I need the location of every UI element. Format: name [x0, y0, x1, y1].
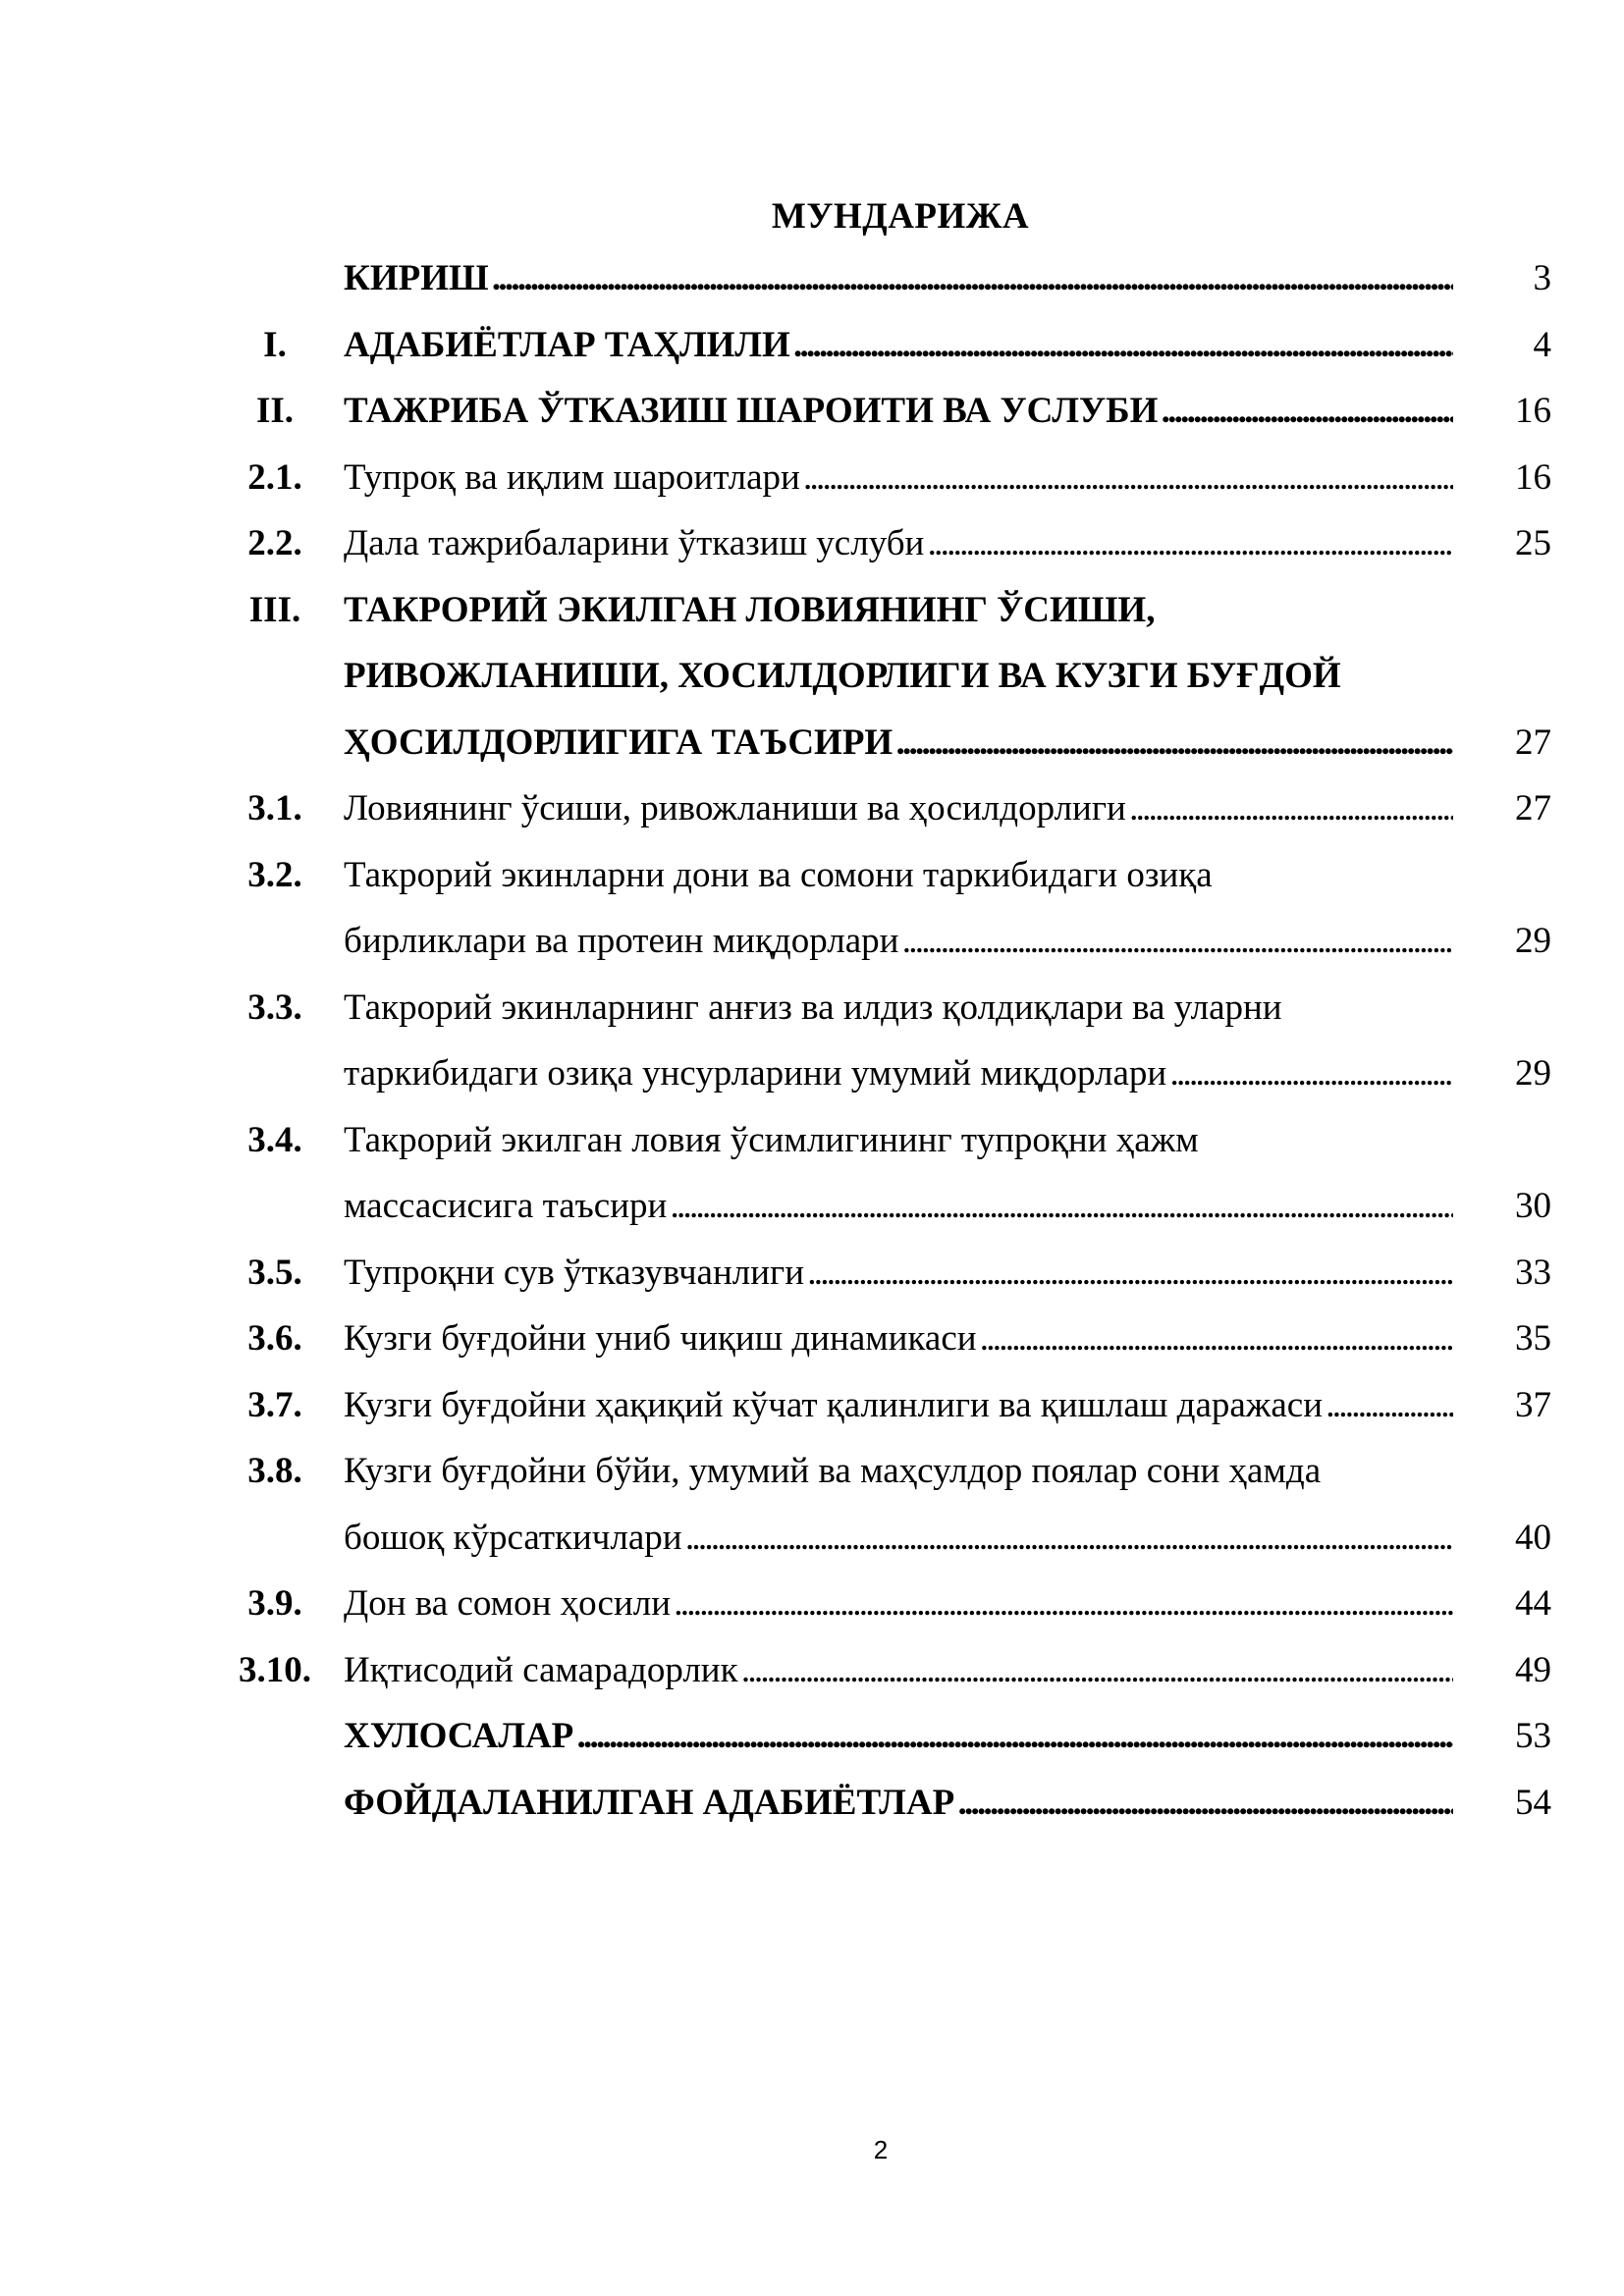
toc-entry-number: 3.10.	[239, 1649, 311, 1690]
toc-entry	[231, 577, 1551, 644]
toc-entry	[231, 775, 1551, 842]
toc-entry-title: массасисига таъсири . . .	[344, 1173, 1453, 1240]
toc-entry-page: 4	[1533, 324, 1551, 365]
toc-entry-title: КИРИШ . . .	[344, 245, 1453, 312]
toc-entry-page: 33	[1515, 1252, 1551, 1293]
toc-entry-title: Такрорий экинларни дони ва сомони таркибидаги озиқа	[344, 854, 1213, 895]
toc-entry-title: Тупроқни сув ўтказувчанлиги . . .	[344, 1240, 1453, 1307]
toc-entry-title: Кузги буғдойни ҳақиқий кўчат қалинлиги ва қишлаш даражаси . . .	[344, 1372, 1453, 1439]
toc-entry	[231, 245, 1551, 312]
toc-entry	[231, 710, 1551, 776]
toc-entry	[231, 510, 1551, 577]
toc-entry-title: Кузги буғдойни униб чиқиш динамикаси . . .	[344, 1306, 1453, 1372]
toc-entry-number: 3.5.	[247, 1252, 302, 1293]
toc-entry-page: 16	[1515, 456, 1551, 498]
toc-entry	[231, 1637, 1551, 1704]
toc-entry-number: II.	[255, 391, 295, 431]
toc-entry-page: 27	[1515, 721, 1551, 763]
toc-entry-page: 30	[1515, 1186, 1551, 1226]
toc-entry-title: бирликлари ва протеин миқдорлари . . .	[344, 908, 1453, 975]
toc-entry-page: 37	[1515, 1384, 1551, 1425]
toc-entry-page: 35	[1515, 1318, 1551, 1359]
toc-entry-page: 44	[1515, 1583, 1551, 1624]
toc-entry-title: ТАКРОРИЙ ЭКИЛГАН ЛОВИЯНИНГ ЎСИШИ,	[344, 589, 1156, 630]
toc-entry	[231, 312, 1551, 379]
toc-entry-number: III.	[248, 589, 301, 630]
toc-entry	[231, 908, 1551, 975]
toc-entry	[231, 1770, 1551, 1837]
toc-entry-page: 3	[1533, 258, 1551, 298]
toc-entry	[231, 378, 1551, 445]
toc-entry-title: Дала тажрибаларини ўтказиш услуби . . .	[344, 510, 1453, 577]
toc-entry-page: 49	[1515, 1649, 1551, 1690]
toc-entry	[231, 1372, 1551, 1439]
toc-entry-page: 29	[1515, 921, 1551, 961]
toc-entry-page: 29	[1515, 1053, 1551, 1094]
toc-entry-page: 40	[1515, 1517, 1551, 1558]
toc-entry	[231, 1438, 1551, 1505]
toc-entry-number: 3.3.	[247, 987, 302, 1028]
toc-entry-title: ҲОСИЛДОРЛИГИГА ТАЪСИРИ . . .	[344, 710, 1453, 776]
toc-entry	[231, 445, 1551, 511]
toc-entry	[231, 1107, 1551, 1174]
toc-entry	[231, 1240, 1551, 1307]
toc-entry-title: ТАЖРИБА ЎТКАЗИШ ШАРОИТИ ВА УСЛУБИ . . .	[344, 378, 1453, 445]
toc-entry	[231, 975, 1551, 1041]
toc-entry-number: I.	[263, 324, 287, 365]
toc-entry-page: 54	[1515, 1782, 1551, 1823]
toc-entry-title: Кузги буғдойни бўйи, умумий ва маҳсулдор поялар сони ҳамда	[344, 1451, 1322, 1491]
toc-entry-title: АДАБИЁТЛАР ТАҲЛИЛИ . . .	[344, 312, 1453, 379]
toc-entry-number: 3.8.	[247, 1451, 302, 1491]
toc-entry-page: 25	[1515, 523, 1551, 563]
toc-entry	[231, 1306, 1551, 1372]
toc-entry	[231, 1505, 1551, 1572]
toc-entry-title: Такрорий экилган ловия ўсимлигининг тупроқни ҳажм	[344, 1119, 1199, 1160]
toc-entry-title: Тупроқ ва иқлим шароитлари . . .	[344, 445, 1453, 511]
toc-entry-title: ХУЛОСАЛАР . . .	[344, 1703, 1453, 1770]
table-of-contents	[231, 245, 1551, 1836]
page-title: МУНДАРИЖА	[771, 196, 1030, 237]
toc-entry-title: бошоқ кўрсаткичлари . . .	[344, 1505, 1453, 1572]
toc-entry-title: РИВОЖЛАНИШИ, ХОСИЛДОРЛИГИ ВА КУЗГИ БУҒДОЙ	[344, 656, 1341, 696]
toc-entry-number: 3.1.	[247, 788, 302, 828]
toc-entry-number: 3.4.	[247, 1119, 302, 1160]
toc-entry-title: ФОЙДАЛАНИЛГАН АДАБИЁТЛАР . . .	[344, 1770, 1453, 1837]
toc-entry-title: Иқтисодий самарадорлик . . .	[344, 1637, 1453, 1704]
toc-entry-title: таркибидаги озиқа унсурларини умумий миқдорлари . . .	[344, 1041, 1453, 1107]
toc-entry	[231, 643, 1551, 710]
toc-entry	[231, 842, 1551, 909]
toc-entry	[231, 1571, 1551, 1637]
toc-entry-title: Дон ва сомон ҳосили . . .	[344, 1571, 1453, 1637]
toc-entry	[231, 1173, 1551, 1240]
toc-entry-number: 3.2.	[247, 854, 302, 895]
toc-entry	[231, 1041, 1551, 1107]
toc-entry-title: Ловиянинг ўсиши, ривожланиши ва ҳосилдорлиги . . .	[344, 775, 1453, 842]
page-number: 2	[873, 2135, 889, 2164]
toc-entry-number: 2.1.	[247, 456, 302, 498]
toc-entry-number: 3.9.	[247, 1583, 302, 1624]
toc-entry	[231, 1703, 1551, 1770]
toc-entry-number: 3.7.	[247, 1384, 302, 1425]
toc-entry-number: 3.6.	[247, 1318, 302, 1359]
toc-entry-number: 2.2.	[247, 523, 302, 563]
toc-entry-page: 16	[1515, 391, 1551, 431]
toc-entry-page: 53	[1515, 1716, 1551, 1756]
toc-entry-page: 27	[1515, 788, 1551, 828]
toc-entry-title: Такрорий экинларнинг анғиз ва илдиз қолдиқлари ва уларни	[344, 987, 1282, 1028]
